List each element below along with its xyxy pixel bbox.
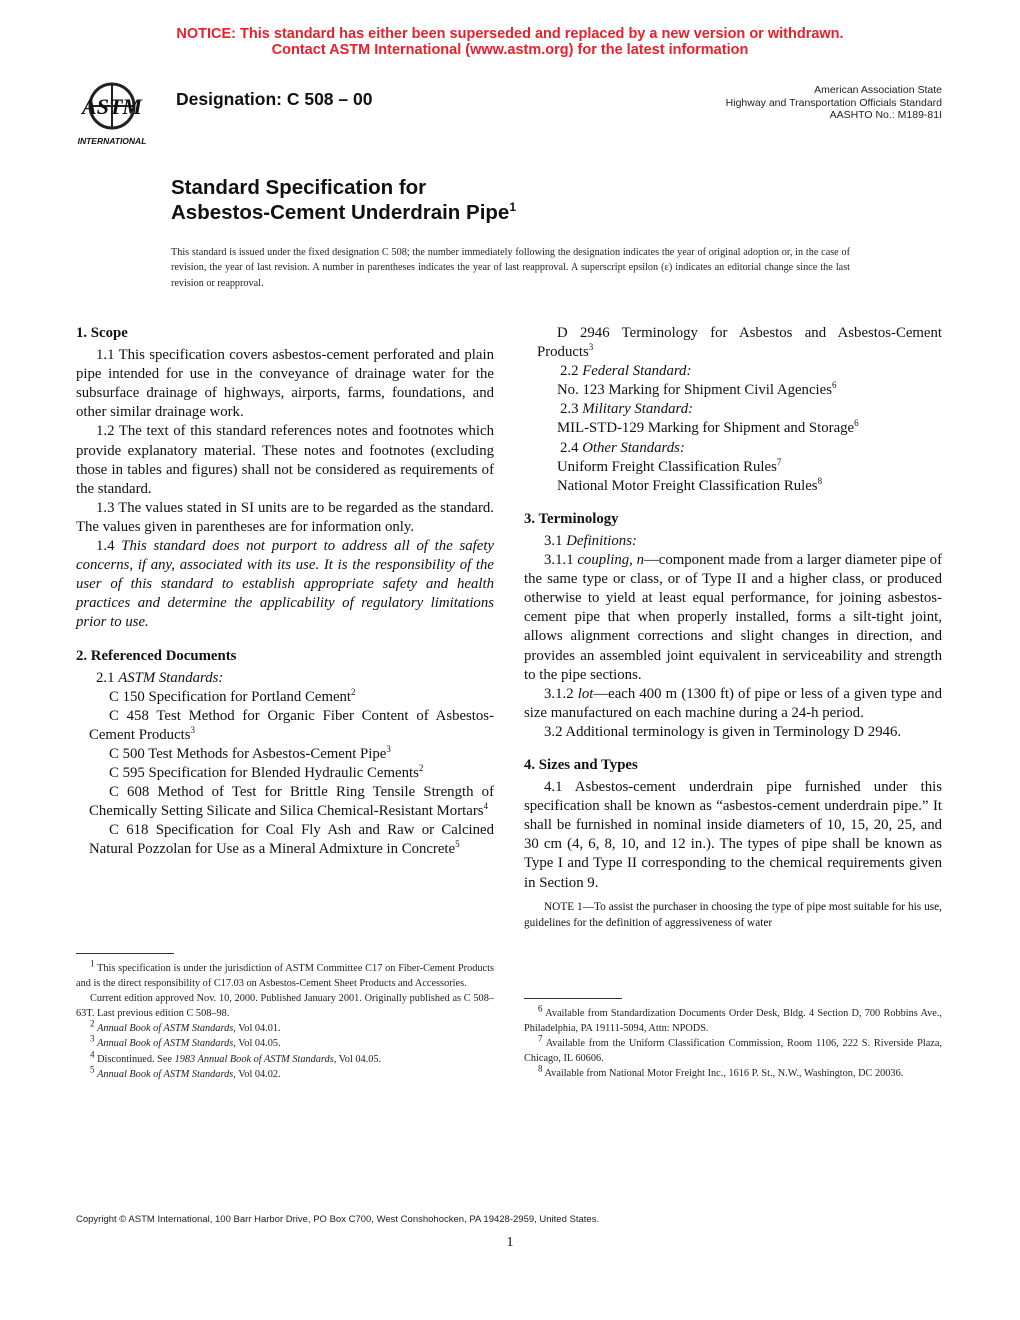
reference-item: C 500 Test Methods for Asbestos-Cement Pipe$^3$ bbox=[109, 744, 391, 762]
page-number: 1 bbox=[506, 1235, 514, 1250]
paragraph-1-1: 1.1 This specification covers asbestos-cement perforated and plain pipe intended for use in the conveyance of drainage water for the subsurface drainage of highways, airports, farms, foundations, and other similar drainage work. bbox=[76, 347, 494, 421]
reference-item: C 595 Specification for Blended Hydraulic Cements$^2$ bbox=[109, 763, 424, 782]
astm-standards-label: 2.1 ASTM Standards: bbox=[96, 669, 224, 686]
left-footnotes bbox=[76, 958, 494, 1082]
reference-item: D 2946 Terminology for Asbestos and Asbestos-Cement Products$^3$ bbox=[537, 325, 942, 361]
aashto-line: Highway and Transportation Officials Standard bbox=[725, 96, 942, 109]
section-heading-scope: 1. Scope bbox=[76, 325, 128, 341]
document-title bbox=[171, 175, 516, 225]
logo-letters: ASTM bbox=[82, 94, 142, 119]
right-footnotes bbox=[524, 1003, 942, 1081]
paragraph-4-1: 4.1 Asbestos-cement underdrain pipe furnished under this specification shall be known as “asbestos-cement underdrain pipe.” It shall be furnished in nominal inside diameters of 10, 15, 20, 25, and 30 cm (4, 6, 8, 10, and 12 in.). The types of pipe shall be known as Type I and Type II corresponding to the chemical requirements given in Section 9. bbox=[524, 779, 942, 891]
footnote-5: $^5$ Annual Book of ASTM Standards, Vol 04.02. bbox=[90, 1064, 281, 1080]
paragraph-3-1-2: 3.1.2 lot—each 400 m (1300 ft) of pipe or less of a given type and size manufactured on each machine during a 24-h period. bbox=[524, 685, 942, 721]
footnote-7: $^7$ Available from the Uniform Classification Commission, Room 1106, 222 S. Riverside Plaza, Chicago, IL 60606. bbox=[524, 1033, 942, 1065]
paragraph-1-3: 1.3 The values stated in SI units are to be regarded as the standard. The values given in parentheses are for information only. bbox=[76, 499, 494, 535]
footnote-divider bbox=[524, 998, 622, 999]
issuance-note: This standard is issued under the fixed designation C 508; the number immediately following the designation indicates the year of original adoption or, in the case of revision, the year of last revision. A number in parentheses indicates the year of last reapproval. A superscript epsilon (ε) indicates an editorial change since the last revision or reapproval. bbox=[171, 247, 850, 289]
section-heading-referenced-documents: 2. Referenced Documents bbox=[76, 647, 237, 664]
title-line-1: Standard Specification for bbox=[171, 176, 427, 199]
title-line-2: Asbestos-Cement Underdrain Pipe$^1$ bbox=[171, 200, 517, 224]
footnote-6: $^6$ Available from Standardization Documents Order Desk, Bldg. 4 Section D, 700 Robbins Ave., Philadelphia, PA 19111-5094, Attn: NPODS. bbox=[524, 1003, 942, 1035]
right-column bbox=[524, 323, 942, 931]
logo-subtitle: INTERNATIONAL bbox=[77, 136, 147, 146]
section-heading-terminology: 3. Terminology bbox=[524, 510, 619, 527]
paragraph-1-2: 1.2 The text of this standard references notes and footnotes which provide explanatory material. These notes and footnotes (excluding those in tables and figures) shall not be considered as requirements of the standard. bbox=[76, 423, 494, 497]
designation: Designation: C 508 – 00 bbox=[176, 89, 373, 109]
paragraph-1-4: 1.4 This standard does not purport to address all of the safety concerns, if any, associated with its use. It is the responsibility of the user of this standard to establish appropriate safety and health practices and determine the applicability of regulatory limitations prior to use. bbox=[76, 538, 494, 631]
reference-item: C 618 Specification for Coal Fly Ash and Raw or Calcined Natural Pozzolan for Use as a Mineral Admixture in Concrete$^5$ bbox=[89, 822, 494, 858]
current-edition-note: Current edition approved Nov. 10, 2000. Published January 2001. Originally published as C 508–63T. Last previous edition C 508–98. bbox=[76, 993, 494, 1020]
footnote-1: $^1$ This specification is under the jurisdiction of ASTM Committee C17 on Fiber-Cement Products and is the direct responsibility of C17.03 on Asbestos-Cement Sheet Products and Accessories. bbox=[76, 958, 494, 990]
footnote-2: $^2$ Annual Book of ASTM Standards, Vol 04.01. bbox=[90, 1018, 281, 1035]
reference-item: C 150 Specification for Portland Cement$^2$ bbox=[109, 686, 356, 705]
withdrawal-notice bbox=[0, 26, 1020, 58]
paragraph-3-2: 3.2 Additional terminology is given in Terminology D 2946. bbox=[544, 723, 902, 740]
footnote-8: $^8$ Available from National Motor Freight Inc., 1616 P. St., N.W., Washington, DC 20036. bbox=[538, 1063, 904, 1080]
left-column bbox=[76, 323, 494, 860]
other-standards-label: 2.4 Other Standards: bbox=[560, 439, 685, 456]
aashto-line: American Association State bbox=[814, 84, 942, 96]
reference-item: C 608 Method of Test for Brittle Ring Tensile Strength of Chemically Setting Silicate and Silica Chemical-Resistant Mortars$^4$ bbox=[89, 784, 494, 820]
title-footnote-mark: 1 bbox=[509, 200, 517, 215]
paragraph-3-1-1: 3.1.1 coupling, n—component made from a larger diameter pipe of the same type or class, or of Type II and a higher class, or produced otherwise to yield at least equal performance, for joining asbestos-cement pipe that when properly installed, forms a silt-tight joint, allows alignment corrections and slight changes in direction, and provides an assembled joint equivalent in serviceability and strength to the pipe sections. bbox=[524, 552, 942, 683]
footnote-4: $^4$ Discontinued. See 1983 Annual Book of ASTM Standards, Vol 04.05. bbox=[90, 1049, 382, 1065]
federal-standard-label: 2.2 Federal Standard: bbox=[560, 363, 692, 380]
reference-item: Uniform Freight Classification Rules$^7$ bbox=[557, 456, 782, 475]
footnote-3: $^3$ Annual Book of ASTM Standards, Vol 04.05. bbox=[90, 1034, 281, 1050]
aashto-line: AASHTO No.: M189-81I bbox=[829, 109, 942, 121]
section-heading-sizes: 4. Sizes and Types bbox=[524, 756, 638, 773]
notice-line-1: NOTICE: This standard has either been superseded and replaced by a new version or withdrawn. bbox=[176, 26, 844, 42]
aashto-reference bbox=[726, 84, 942, 122]
reference-item: C 458 Test Method for Organic Fiber Content of Asbestos-Cement Products$^3$ bbox=[89, 707, 494, 743]
definitions-label: 3.1 Definitions: bbox=[544, 532, 637, 549]
reference-item: MIL-STD-129 Marking for Shipment and Storage$^6$ bbox=[557, 418, 859, 437]
reference-item: National Motor Freight Classification Rules$^8$ bbox=[557, 475, 823, 494]
astm-logo bbox=[66, 78, 162, 150]
footnote-divider bbox=[76, 953, 174, 954]
notice-line-2: Contact ASTM International (www.astm.org) for the latest information bbox=[271, 42, 749, 58]
copyright-line: Copyright © ASTM International, 100 Barr Harbor Drive, PO Box C700, West Conshohocken, PA 19428-2959, United States. bbox=[76, 1214, 600, 1225]
note-1: NOTE 1—To assist the purchaser in choosing the type of pipe most suitable for his use, guidelines for the definition of aggressiveness of water bbox=[524, 900, 942, 929]
reference-item: No. 123 Marking for Shipment Civil Agencies$^6$ bbox=[557, 380, 837, 399]
military-standard-label: 2.3 Military Standard: bbox=[560, 401, 694, 418]
